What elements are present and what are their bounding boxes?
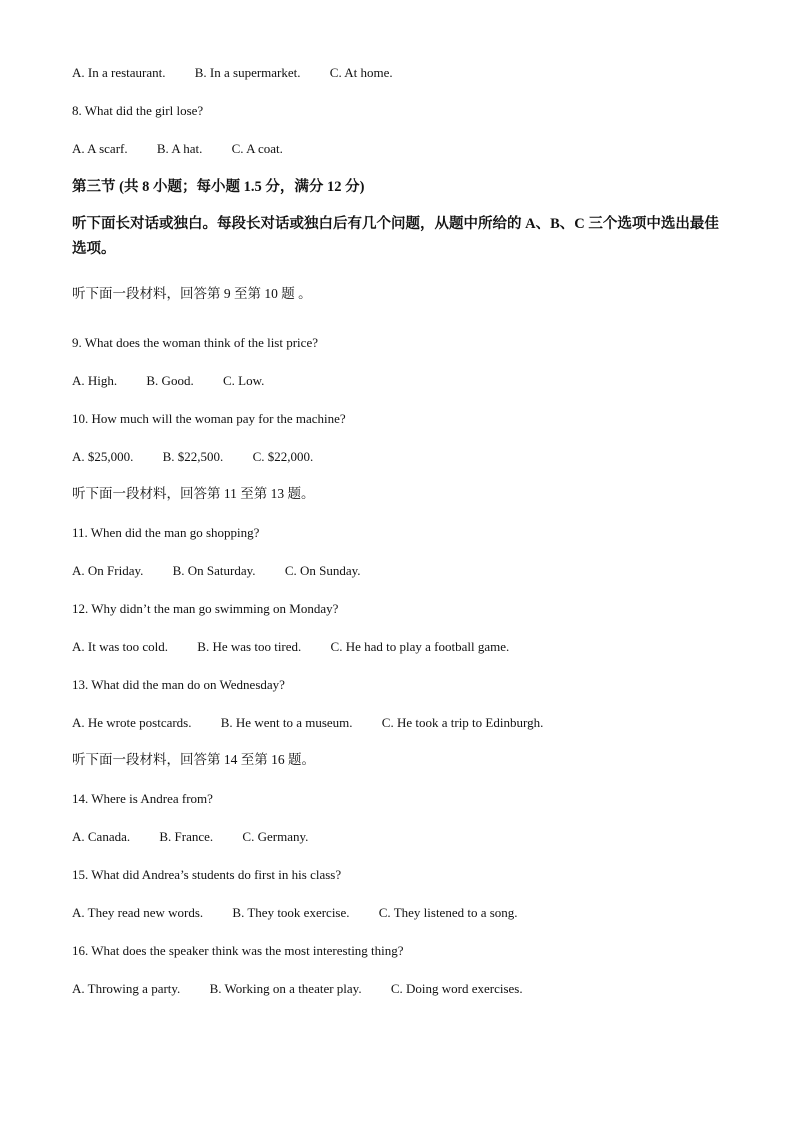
q15-option-b: B. They took exercise.	[232, 905, 350, 920]
q16-option-a: A. Throwing a party.	[72, 981, 181, 996]
material1-label: 听下面一段材料，回答第 9 至第 10 题 。	[72, 286, 312, 301]
q13-option-c: C. He took a trip to Edinburgh.	[381, 715, 544, 730]
q9-options	[72, 373, 264, 389]
q15-option-a: A. They read new words.	[72, 905, 204, 920]
q13-question: 13. What did the man do on Wednesday?	[72, 677, 285, 692]
q8-options	[72, 141, 283, 157]
q16-question: 16. What does the speaker think was the most interesting thing?	[72, 943, 404, 958]
q12-question: 12. Why didn’t the man go swimming on Monday?	[72, 601, 339, 616]
q8-option-a: A. A scarf.	[72, 141, 128, 156]
q10-options	[72, 449, 313, 465]
q9-option-b: B. Good.	[146, 373, 194, 388]
q12-options	[72, 639, 509, 655]
q7-option-c: C. At home.	[329, 65, 393, 80]
q15-question: 15. What did Andrea’s students do first in his class?	[72, 867, 342, 882]
q11-question: 11. When did the man go shopping?	[72, 525, 260, 540]
q11-options	[72, 563, 361, 579]
q7-option-a: A. In a restaurant.	[72, 65, 166, 80]
q8-option-c: C. A coat.	[231, 141, 283, 156]
q14-question: 14. Where is Andrea from?	[72, 791, 213, 806]
q14-option-c: C. Germany.	[242, 829, 309, 844]
q15-options	[72, 905, 518, 921]
q9-option-a: A. High.	[72, 373, 118, 388]
q7-options	[72, 65, 393, 81]
q13-options	[72, 715, 543, 731]
q12-option-a: A. It was too cold.	[72, 639, 169, 654]
q16-option-c: C. Doing word exercises.	[390, 981, 523, 996]
material2-label: 听下面一段材料，回答第 11 至第 13 题。	[72, 486, 315, 501]
q16-options	[72, 981, 523, 997]
q7-option-b: B. In a supermarket.	[194, 65, 301, 80]
q15-option-c: C. They listened to a song.	[378, 905, 518, 920]
section3-heading: 第三节 (共 8 小题；每小题 1.5 分，满分 12 分)	[72, 179, 365, 195]
q9-question: 9. What does the woman think of the list price?	[72, 335, 318, 350]
q14-option-b: B. France.	[159, 829, 214, 844]
q14-option-a: A. Canada.	[72, 829, 131, 844]
q10-option-c: C. $22,000.	[252, 449, 314, 464]
q12-option-c: C. He had to play a football game.	[330, 639, 510, 654]
q10-option-a: A. $25,000.	[72, 449, 134, 464]
q11-option-a: A. On Friday.	[72, 563, 144, 578]
q8-question: 8. What did the girl lose?	[72, 103, 204, 118]
section3-instruction: 听下面长对话或独白。每段长对话或独白后有几个问题，从题中所给的 A、B、C 三个选项中选出最佳选项。	[72, 216, 719, 257]
q16-option-b: B. Working on a theater play.	[209, 981, 362, 996]
q10-question: 10. How much will the woman pay for the machine?	[72, 411, 346, 426]
q8-option-b: B. A hat.	[156, 141, 203, 156]
q13-option-b: B. He went to a museum.	[220, 715, 353, 730]
q9-option-c: C. Low.	[222, 373, 265, 388]
q13-option-a: A. He wrote postcards.	[72, 715, 192, 730]
q12-option-b: B. He was too tired.	[197, 639, 302, 654]
q10-option-b: B. $22,500.	[162, 449, 224, 464]
q11-option-c: C. On Sunday.	[284, 563, 361, 578]
material3-label: 听下面一段材料，回答第 14 至第 16 题。	[72, 752, 315, 767]
q11-option-b: B. On Saturday.	[172, 563, 256, 578]
q14-options	[72, 829, 308, 845]
